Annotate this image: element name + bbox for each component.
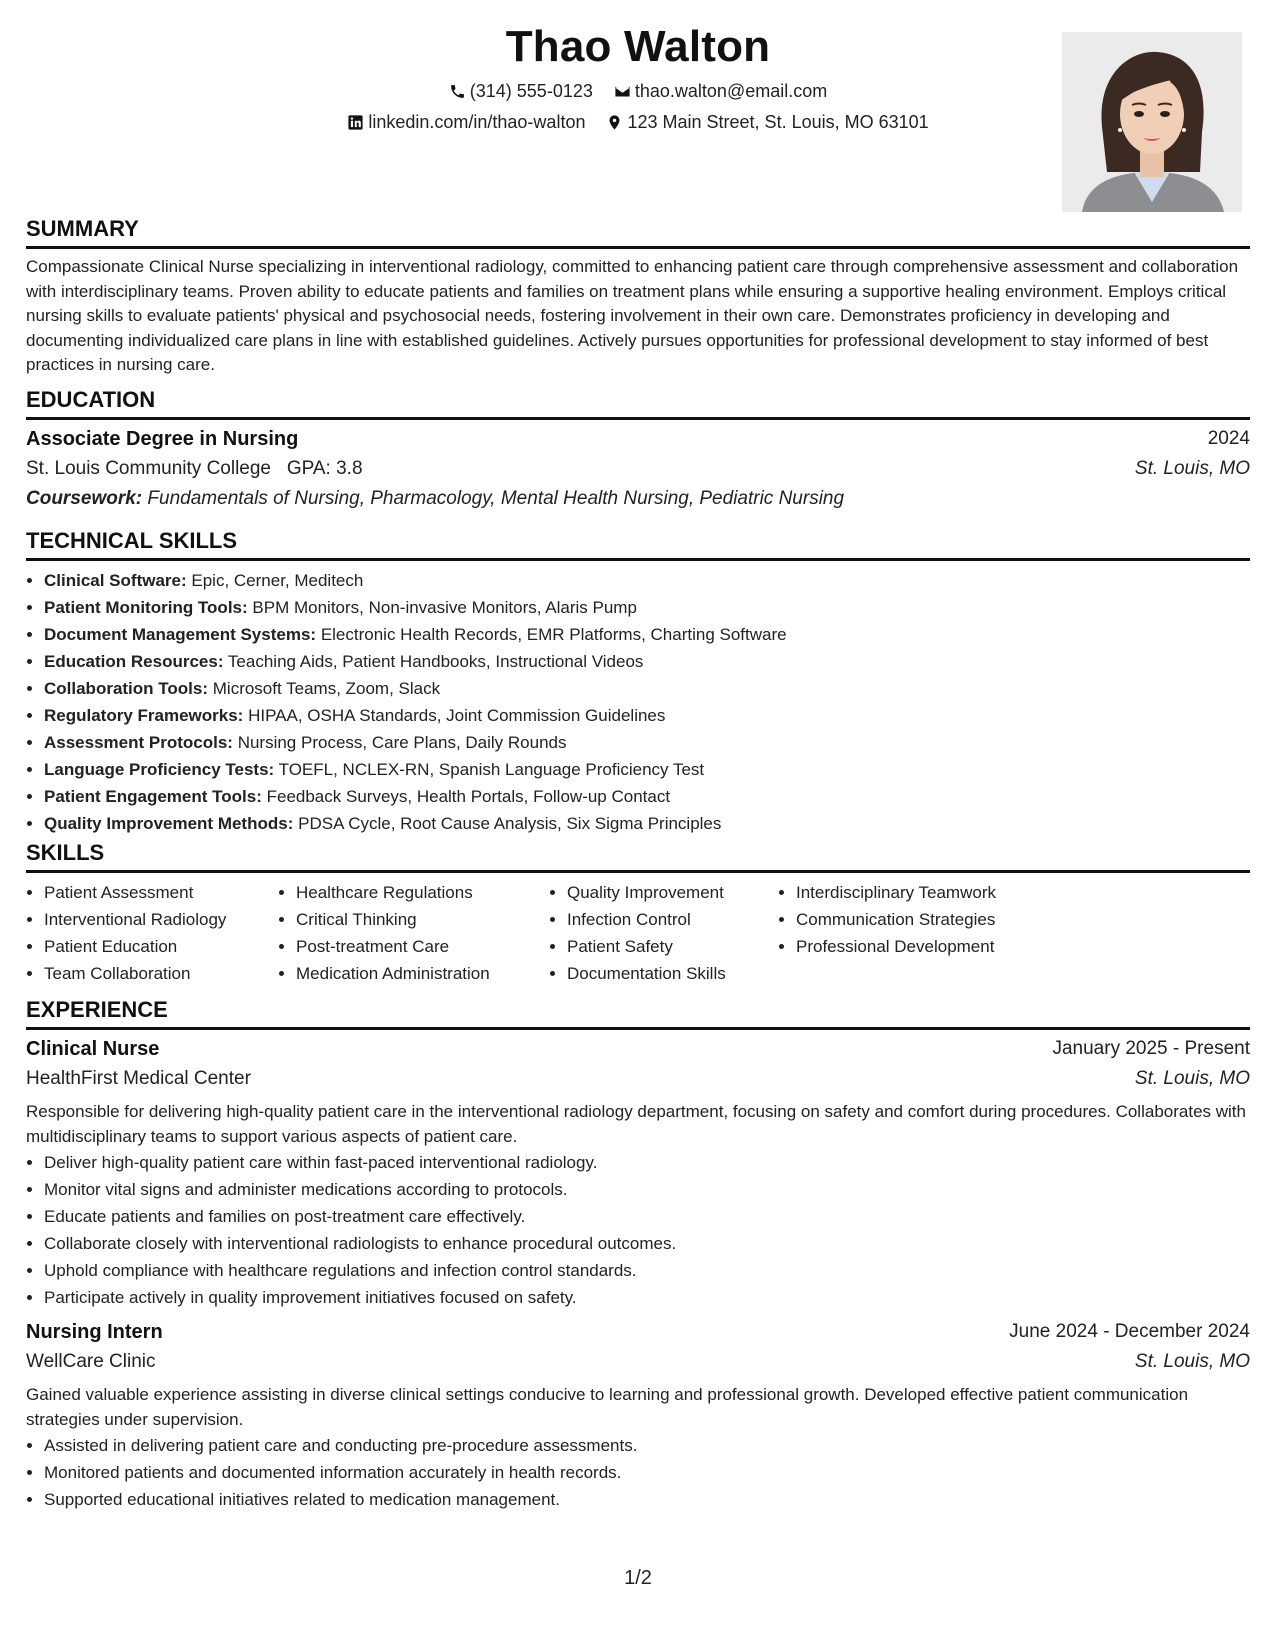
job-bullet: • Collaborate closely with interventional radiologists to enhance procedural outcomes.: [44, 1230, 1250, 1257]
education-section: [26, 385, 1250, 518]
technical-skill-value: BPM Monitors, Non-invasive Monitors, Alaris Pump: [252, 598, 637, 617]
skills-column: [26, 879, 278, 987]
candidate-name: Thao Walton: [505, 22, 771, 71]
technical-skill-item: [44, 729, 1250, 756]
address-contact: [606, 112, 928, 133]
technical-skill-label: Quality Improvement Methods:: [44, 814, 294, 833]
skill-item: • Patient Education: [44, 933, 278, 960]
technical-skill-value: Microsoft Teams, Zoom, Slack: [212, 679, 441, 698]
job-entry: [26, 1321, 1250, 1513]
coursework-row: [26, 488, 1250, 518]
skill-item: • Healthcare Regulations: [296, 879, 549, 906]
skills-columns: [26, 879, 1250, 987]
job-bullet: • Deliver high-quality patient care within fast-paced interventional radiology.: [44, 1149, 1250, 1176]
skill-item: • Interdisciplinary Teamwork: [796, 879, 1056, 906]
technical-skill-item: [44, 756, 1250, 783]
job-bullet: • Monitored patients and documented information accurately in health records.: [44, 1459, 1250, 1486]
job-bullet: • Educate patients and families on post-treatment care effectively.: [44, 1203, 1250, 1230]
skill-item: • Quality Improvement: [567, 879, 778, 906]
page-number: 1/2: [624, 1567, 652, 1589]
gpa: GPA: 3.8: [286, 458, 363, 479]
education-heading: EDUCATION: [26, 385, 1250, 420]
experience-section: [26, 995, 1250, 1513]
email-contact[interactable]: [614, 81, 827, 102]
summary-text: Compassionate Clinical Nurse specializing in interventional radiology, committed to enhancing patient care through comprehensive assessment and collaboration with interdisciplinary teams. Proven ability to educate patients and families on treatment plans while ensuring a supportive healing environment. Employs critical nursing skills to evaluate patients' physical and psychosocial needs, fostering involvement in their own care. Demonstrates proficiency in developing and documenting individualized care plans in line with established guidelines. Actively pursues opportunities for professional development to stay informed of best practices in nursing care.: [26, 257, 1239, 374]
phone-icon: [449, 83, 466, 100]
technical-skill-value: PDSA Cycle, Root Cause Analysis, Six Sigma Principles: [298, 814, 722, 833]
job-location: St. Louis, MO: [1134, 1351, 1250, 1372]
job-company-row: [26, 1351, 1250, 1381]
job-bullet: • Supported educational initiatives related to medication management.: [44, 1486, 1250, 1513]
job-company-row: [26, 1068, 1250, 1098]
skills-section: [26, 838, 1250, 987]
technical-skill-label: Patient Engagement Tools:: [44, 787, 262, 806]
technical-skill-value: Feedback Surveys, Health Portals, Follow-up Contact: [266, 787, 671, 806]
experience-jobs: [26, 1038, 1250, 1513]
linkedin-text: linkedin.com/in/thao-walton: [368, 111, 586, 132]
education-row-1: [26, 428, 1250, 458]
job-role: Nursing Intern: [26, 1321, 163, 1343]
linkedin-icon: [347, 114, 364, 131]
job-title-row: [26, 1038, 1250, 1068]
technical-skill-value: Epic, Cerner, Meditech: [191, 571, 364, 590]
job-company: HealthFirst Medical Center: [26, 1068, 251, 1089]
technical-skills-list: [26, 567, 1250, 837]
technical-skills-heading: TECHNICAL SKILLS: [26, 526, 1250, 561]
address-text: 123 Main Street, St. Louis, MO 63101: [627, 111, 929, 132]
skill-item: • Patient Safety: [567, 933, 778, 960]
technical-skill-label: Document Management Systems:: [44, 625, 317, 644]
skills-column: [278, 879, 549, 987]
skills-column: [549, 879, 778, 987]
coursework-label: Coursework:: [26, 488, 143, 509]
coursework-list: Fundamentals of Nursing, Pharmacology, Mental Health Nursing, Pediatric Nursing: [147, 488, 845, 509]
email-text: thao.walton@email.com: [634, 80, 828, 101]
technical-skill-item: [44, 702, 1250, 729]
skill-item: • Medication Administration: [296, 960, 549, 987]
technical-skill-item: [44, 675, 1250, 702]
job-location: St. Louis, MO: [1134, 1068, 1250, 1089]
technical-skill-label: Patient Monitoring Tools:: [44, 598, 248, 617]
degree: Associate Degree in Nursing: [26, 428, 299, 450]
job-bullets: [26, 1149, 1250, 1311]
technical-skill-item: [44, 810, 1250, 837]
technical-skill-value: Nursing Process, Care Plans, Daily Rounds: [237, 733, 567, 752]
skill-item: • Patient Assessment: [44, 879, 278, 906]
job-dates: January 2025 - Present: [1052, 1038, 1250, 1059]
phone-text: (314) 555-0123: [469, 80, 593, 101]
experience-heading: EXPERIENCE: [26, 995, 1250, 1030]
technical-skills-section: [26, 526, 1250, 837]
skill-item: • Team Collaboration: [44, 960, 278, 987]
skill-item: • Critical Thinking: [296, 906, 549, 933]
job-bullet: • Monitor vital signs and administer medications according to protocols.: [44, 1176, 1250, 1203]
technical-skill-item: [44, 783, 1250, 810]
technical-skill-item: [44, 648, 1250, 675]
coursework-line: [26, 488, 844, 510]
phone-contact: [449, 81, 593, 102]
job-description: Responsible for delivering high-quality patient care in the interventional radiology department, focusing on safety and comfort during procedures. Collaborates with multidisciplinary teams to support various aspects of patient care.: [26, 1102, 1246, 1146]
graduation-year: 2024: [1207, 428, 1250, 449]
skill-item: • Interventional Radiology: [44, 906, 278, 933]
technical-skill-label: Education Resources:: [44, 652, 224, 671]
technical-skill-value: Electronic Health Records, EMR Platforms, Charting Software: [320, 625, 787, 644]
skill-item: • Communication Strategies: [796, 906, 1056, 933]
job-bullets: [26, 1432, 1250, 1513]
summary-section: [26, 214, 1250, 378]
technical-skill-label: Language Proficiency Tests:: [44, 760, 275, 779]
job-entry: [26, 1038, 1250, 1311]
school-location: St. Louis, MO: [1134, 458, 1250, 479]
technical-skill-value: TOEFL, NCLEX-RN, Spanish Language Proficiency Test: [278, 760, 705, 779]
job-title-row: [26, 1321, 1250, 1351]
technical-skill-value: Teaching Aids, Patient Handbooks, Instructional Videos: [227, 652, 644, 671]
education-row-2: [26, 458, 1250, 488]
job-bullet: • Participate actively in quality improvement initiatives focused on safety.: [44, 1284, 1250, 1311]
technical-skill-item: [44, 594, 1250, 621]
resume-page: [26, 0, 1250, 1650]
summary-heading: SUMMARY: [26, 214, 1250, 249]
skill-item: • Documentation Skills: [567, 960, 778, 987]
technical-skill-item: [44, 621, 1250, 648]
job-bullet: • Assisted in delivering patient care and conducting pre-procedure assessments.: [44, 1432, 1250, 1459]
job-company: WellCare Clinic: [26, 1351, 156, 1372]
skill-item: • Infection Control: [567, 906, 778, 933]
job-role: Clinical Nurse: [26, 1038, 160, 1060]
profile-photo: [1062, 32, 1242, 212]
technical-skill-label: Clinical Software:: [44, 571, 187, 590]
technical-skill-label: Collaboration Tools:: [44, 679, 209, 698]
job-dates: June 2024 - December 2024: [1009, 1321, 1250, 1342]
skills-heading: SKILLS: [26, 838, 1250, 873]
email-icon: [614, 83, 631, 100]
job-description: Gained valuable experience assisting in diverse clinical settings conducive to learning and professional growth. Developed effective patient communication strategies under supervision.: [26, 1385, 1189, 1429]
technical-skill-value: HIPAA, OSHA Standards, Joint Commission Guidelines: [248, 706, 666, 725]
technical-skill-label: Assessment Protocols:: [44, 733, 233, 752]
school-name: St. Louis Community College: [26, 458, 271, 479]
technical-skill-item: [44, 567, 1250, 594]
school-line: [26, 458, 363, 480]
linkedin-contact[interactable]: [347, 112, 585, 133]
technical-skill-label: Regulatory Frameworks:: [44, 706, 244, 725]
location-icon: [606, 114, 623, 131]
resume-header: [26, 22, 1250, 212]
skill-item: • Professional Development: [796, 933, 1056, 960]
skills-column: [778, 879, 1056, 987]
profile-photo-illustration: [1062, 32, 1242, 212]
skill-item: • Post-treatment Care: [296, 933, 549, 960]
job-bullet: • Uphold compliance with healthcare regulations and infection control standards.: [44, 1257, 1250, 1284]
